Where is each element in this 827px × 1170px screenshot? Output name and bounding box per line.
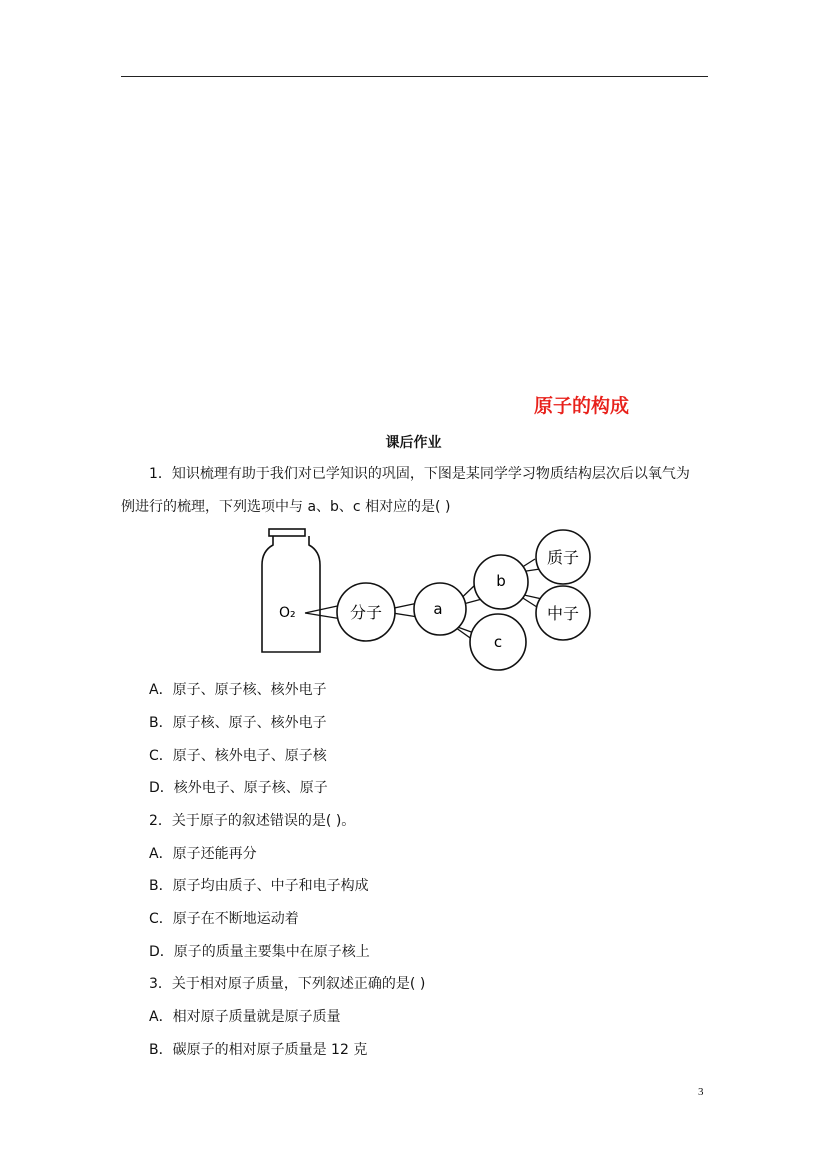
proton-label: 质子 xyxy=(546,548,580,567)
q3-option-b: B．碳原子的相对原子质量是 12 克 xyxy=(149,1042,368,1058)
bottle-label: O₂ xyxy=(279,605,296,621)
question-1-line-1: 1．知识梳理有助于我们对已学知识的巩固，下图是某同学学习物质结构层次后以氧气为 xyxy=(149,466,690,482)
section-heading: 课后作业 xyxy=(385,435,442,451)
q1-option-a: A．原子、原子核、核外电子 xyxy=(149,682,327,698)
header-rule xyxy=(121,76,708,77)
page-number: 3 xyxy=(698,1086,704,1098)
q2-option-a: A．原子还能再分 xyxy=(149,846,257,862)
neutron-label: 中子 xyxy=(546,604,580,623)
page-title-text: 原子的构成 xyxy=(534,395,630,417)
structure-diagram xyxy=(260,525,600,673)
q2-option-c: C．原子在不断地运动着 xyxy=(149,911,299,927)
question-2-stem: 2．关于原子的叙述错误的是( )。 xyxy=(149,813,356,829)
question-1-line-2: 例进行的梳理，下列选项中与 a、b、c 相对应的是( ) xyxy=(121,499,451,515)
question-3-stem: 3．关于相对原子质量，下列叙述正确的是( ) xyxy=(149,976,426,992)
q2-option-d: D．原子的质量主要集中在原子核上 xyxy=(149,944,370,960)
molecule-label: 分子 xyxy=(349,603,383,622)
oxygen-bottle-icon xyxy=(262,529,320,652)
q1-option-c: C．原子、核外电子、原子核 xyxy=(149,748,327,764)
q1-option-b: B．原子核、原子、核外电子 xyxy=(149,715,327,731)
q3-option-a: A．相对原子质量就是原子质量 xyxy=(149,1009,341,1025)
q1-option-d: D．核外电子、原子核、原子 xyxy=(149,780,328,796)
node-c-label: c xyxy=(493,633,503,651)
node-a-label: a xyxy=(433,600,443,618)
node-b-label: b xyxy=(496,572,506,590)
q2-option-b: B．原子均由质子、中子和电子构成 xyxy=(149,878,369,894)
